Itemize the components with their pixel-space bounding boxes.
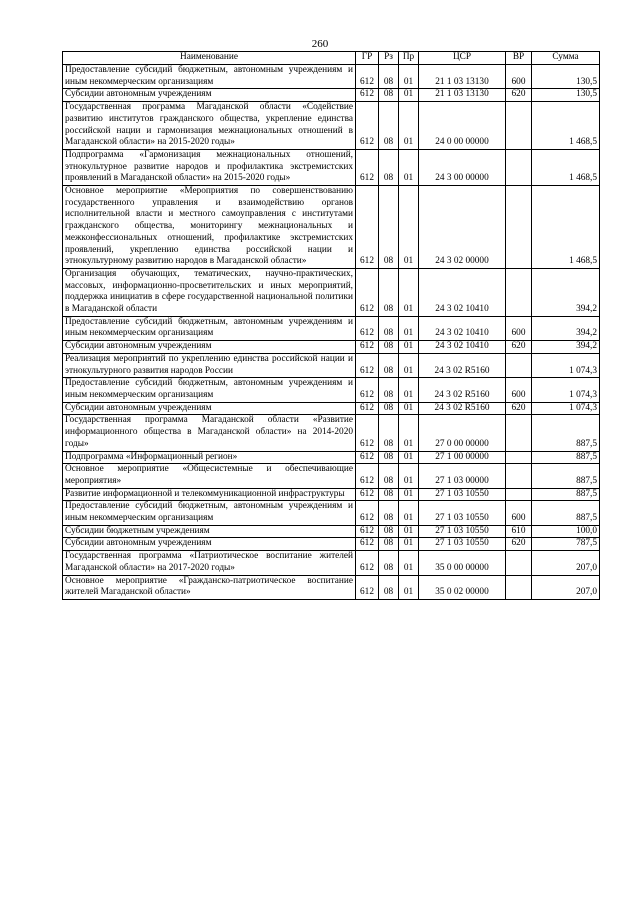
- cell-csr: 27 0 00 00000: [419, 415, 506, 451]
- cell-gr: 612: [356, 488, 379, 501]
- table-row: [63, 538, 600, 551]
- cell-sum: 1 074,3: [532, 402, 600, 415]
- cell-sum: 130,5: [532, 65, 600, 89]
- cell-rz: 08: [379, 551, 399, 575]
- cell-rz: 08: [379, 501, 399, 525]
- cell-name: Субсидии бюджетным учреждениям: [63, 525, 356, 538]
- table-row: [63, 575, 600, 599]
- cell-csr: 27 1 03 10550: [419, 538, 506, 551]
- table-row: [63, 501, 600, 525]
- cell-csr: 24 3 02 R5160: [419, 353, 506, 377]
- cell-name: Субсидии автономным учреждениям: [63, 538, 356, 551]
- cell-csr: 24 3 02 10410: [419, 341, 506, 354]
- cell-gr: 612: [356, 451, 379, 464]
- cell-csr: 27 1 00 00000: [419, 451, 506, 464]
- cell-pr: 01: [399, 268, 419, 316]
- table-row: [63, 102, 600, 150]
- cell-pr: 01: [399, 102, 419, 150]
- cell-gr: 612: [356, 525, 379, 538]
- cell-pr: 01: [399, 525, 419, 538]
- cell-pr: 01: [399, 378, 419, 402]
- cell-vr: 620: [506, 538, 532, 551]
- table-body: [63, 65, 600, 600]
- cell-sum: 130,5: [532, 89, 600, 102]
- cell-name: Субсидии автономным учреждениям: [63, 89, 356, 102]
- cell-name: Предоставление субсидий бюджетным, автономным учреждениям и иным некоммерческим организациям: [63, 501, 356, 525]
- cell-csr: 24 3 02 00000: [419, 186, 506, 269]
- cell-gr: 612: [356, 89, 379, 102]
- cell-name: Подпрограмма «Гармонизация межнациональных отношений, этнокультурное развитие народов и профилактика экстремистских проявлений в Магаданской области» на 2015-2020 годы»: [63, 149, 356, 185]
- cell-gr: 612: [356, 378, 379, 402]
- budget-table: [62, 51, 600, 600]
- cell-vr: 600: [506, 316, 532, 340]
- cell-pr: 01: [399, 89, 419, 102]
- table-row: [63, 268, 600, 316]
- cell-rz: 08: [379, 451, 399, 464]
- cell-vr: [506, 415, 532, 451]
- cell-gr: 612: [356, 316, 379, 340]
- cell-sum: 787,5: [532, 538, 600, 551]
- cell-csr: 24 3 02 10410: [419, 268, 506, 316]
- cell-csr: 21 1 03 13130: [419, 89, 506, 102]
- table-row: [63, 89, 600, 102]
- table-row: [63, 149, 600, 185]
- cell-vr: 600: [506, 65, 532, 89]
- cell-name: Государственная программа «Патриотическое воспитание жителей Магаданской области» на 2017-2020 годы»: [63, 551, 356, 575]
- cell-gr: 612: [356, 149, 379, 185]
- column-header-pr: Пр: [399, 52, 419, 65]
- cell-csr: 24 0 00 00000: [419, 102, 506, 150]
- cell-pr: 01: [399, 488, 419, 501]
- cell-vr: [506, 149, 532, 185]
- cell-rz: 08: [379, 341, 399, 354]
- cell-sum: 394,2: [532, 316, 600, 340]
- cell-pr: 01: [399, 415, 419, 451]
- cell-pr: 01: [399, 186, 419, 269]
- cell-name: Основное мероприятие «Мероприятия по совершенствованию государственного управления и взаимодействию органов исполнительной власти и местного самоуправления с институтами гражданского общества, мониторингу межнациональных и межконфессиональных отношений, профилактике экстремистских проявлений, укреплению единства российской нации и этнокультурному развитию народов в Магаданской области»: [63, 186, 356, 269]
- cell-gr: 612: [356, 501, 379, 525]
- cell-sum: 887,5: [532, 451, 600, 464]
- cell-sum: 394,2: [532, 268, 600, 316]
- cell-name: Реализация мероприятий по укреплению единства российской нации и этнокультурного развития народов России: [63, 353, 356, 377]
- cell-csr: 35 0 02 00000: [419, 575, 506, 599]
- cell-sum: 207,0: [532, 575, 600, 599]
- cell-csr: 24 3 02 10410: [419, 316, 506, 340]
- column-header-csr: ЦСР: [419, 52, 506, 65]
- table-row: [63, 186, 600, 269]
- table-row: [63, 464, 600, 488]
- cell-csr: 24 3 02 R5160: [419, 402, 506, 415]
- cell-name: Государственная программа Магаданской области «Содействие развитию институтов гражданского общества, укрепление единства российской нации и гармонизация межнациональных отношений в Магаданской области» на 2015-2020 годы»: [63, 102, 356, 150]
- cell-csr: 27 1 03 00000: [419, 464, 506, 488]
- cell-pr: 01: [399, 402, 419, 415]
- cell-pr: 01: [399, 149, 419, 185]
- cell-gr: 612: [356, 186, 379, 269]
- cell-csr: 27 1 03 10550: [419, 525, 506, 538]
- table-row: [63, 341, 600, 354]
- cell-gr: 612: [356, 464, 379, 488]
- cell-rz: 08: [379, 316, 399, 340]
- cell-vr: [506, 551, 532, 575]
- cell-rz: 08: [379, 268, 399, 316]
- cell-rz: 08: [379, 149, 399, 185]
- cell-csr: 27 1 03 10550: [419, 501, 506, 525]
- table-row: [63, 316, 600, 340]
- cell-csr: 24 3 00 00000: [419, 149, 506, 185]
- cell-vr: [506, 464, 532, 488]
- cell-sum: 1 468,5: [532, 149, 600, 185]
- table-row: [63, 378, 600, 402]
- cell-pr: 01: [399, 316, 419, 340]
- table-row: [63, 525, 600, 538]
- column-header-name: Наименование: [63, 52, 356, 65]
- cell-name: Предоставление субсидий бюджетным, автономным учреждениям и иным некоммерческим организациям: [63, 65, 356, 89]
- cell-gr: 612: [356, 65, 379, 89]
- cell-csr: 24 3 02 R5160: [419, 378, 506, 402]
- cell-pr: 01: [399, 501, 419, 525]
- cell-sum: 1 074,3: [532, 378, 600, 402]
- cell-vr: [506, 353, 532, 377]
- cell-pr: 01: [399, 451, 419, 464]
- cell-vr: 620: [506, 89, 532, 102]
- cell-rz: 08: [379, 402, 399, 415]
- cell-vr: 610: [506, 525, 532, 538]
- cell-name: Организация обучающих, тематических, научно-практических, массовых, информационно-просветительских и иных мероприятий, поддержка инициатив в сфере государственной национальной политики в Магаданской области: [63, 268, 356, 316]
- cell-vr: 600: [506, 378, 532, 402]
- cell-gr: 612: [356, 415, 379, 451]
- cell-vr: [506, 451, 532, 464]
- table-row: [63, 353, 600, 377]
- cell-name: Основное мероприятие «Гражданско-патриотическое воспитание жителей Магаданской области»: [63, 575, 356, 599]
- cell-sum: 1 468,5: [532, 102, 600, 150]
- cell-gr: 612: [356, 353, 379, 377]
- cell-name: Основное мероприятие «Общесистемные и обеспечивающие мероприятия»: [63, 464, 356, 488]
- column-header-gr: ГР: [356, 52, 379, 65]
- cell-rz: 08: [379, 488, 399, 501]
- cell-name: Развитие информационной и телекоммуникационной инфраструктуры: [63, 488, 356, 501]
- cell-csr: 27 1 03 10550: [419, 488, 506, 501]
- cell-rz: 08: [379, 186, 399, 269]
- cell-pr: 01: [399, 65, 419, 89]
- cell-pr: 01: [399, 538, 419, 551]
- cell-sum: 1 468,5: [532, 186, 600, 269]
- page-number: 260: [311, 38, 329, 50]
- cell-csr: 21 1 03 13130: [419, 65, 506, 89]
- cell-sum: 887,5: [532, 488, 600, 501]
- cell-name: Предоставление субсидий бюджетным, автономным учреждениям и иным некоммерческим организациям: [63, 378, 356, 402]
- cell-pr: 01: [399, 575, 419, 599]
- cell-gr: 612: [356, 341, 379, 354]
- cell-vr: [506, 268, 532, 316]
- cell-name: Подпрограмма «Информационный регион»: [63, 451, 356, 464]
- cell-rz: 08: [379, 538, 399, 551]
- cell-sum: 887,5: [532, 464, 600, 488]
- cell-sum: 887,5: [532, 415, 600, 451]
- column-header-sum: Сумма: [532, 52, 600, 65]
- cell-gr: 612: [356, 268, 379, 316]
- table-header-row: [63, 52, 600, 65]
- cell-rz: 08: [379, 575, 399, 599]
- cell-sum: 887,5: [532, 501, 600, 525]
- cell-sum: 1 074,3: [532, 353, 600, 377]
- cell-vr: [506, 102, 532, 150]
- cell-name: Государственная программа Магаданской области «Развитие информационного общества в Магаданской области» на 2014-2020 годы»: [63, 415, 356, 451]
- cell-pr: 01: [399, 353, 419, 377]
- cell-gr: 612: [356, 551, 379, 575]
- cell-name: Субсидии автономным учреждениям: [63, 341, 356, 354]
- cell-rz: 08: [379, 89, 399, 102]
- cell-rz: 08: [379, 102, 399, 150]
- cell-rz: 08: [379, 415, 399, 451]
- cell-vr: [506, 575, 532, 599]
- column-header-rz: Рз: [379, 52, 399, 65]
- table-row: [63, 551, 600, 575]
- cell-vr: [506, 186, 532, 269]
- cell-pr: 01: [399, 551, 419, 575]
- cell-sum: 394,2: [532, 341, 600, 354]
- cell-csr: 35 0 00 00000: [419, 551, 506, 575]
- table-row: [63, 65, 600, 89]
- cell-rz: 08: [379, 525, 399, 538]
- cell-vr: 620: [506, 341, 532, 354]
- cell-sum: 100,0: [532, 525, 600, 538]
- table-row: [63, 451, 600, 464]
- column-header-vr: ВР: [506, 52, 532, 65]
- cell-name: Субсидии автономным учреждениям: [63, 402, 356, 415]
- cell-vr: 620: [506, 402, 532, 415]
- table-row: [63, 488, 600, 501]
- cell-gr: 612: [356, 575, 379, 599]
- cell-vr: [506, 488, 532, 501]
- cell-rz: 08: [379, 464, 399, 488]
- cell-rz: 08: [379, 378, 399, 402]
- cell-gr: 612: [356, 402, 379, 415]
- cell-sum: 207,0: [532, 551, 600, 575]
- cell-rz: 08: [379, 65, 399, 89]
- cell-vr: 600: [506, 501, 532, 525]
- cell-pr: 01: [399, 341, 419, 354]
- cell-gr: 612: [356, 538, 379, 551]
- cell-pr: 01: [399, 464, 419, 488]
- table-row: [63, 415, 600, 451]
- cell-gr: 612: [356, 102, 379, 150]
- table-row: [63, 402, 600, 415]
- cell-rz: 08: [379, 353, 399, 377]
- cell-name: Предоставление субсидий бюджетным, автономным учреждениям и иным некоммерческим организациям: [63, 316, 356, 340]
